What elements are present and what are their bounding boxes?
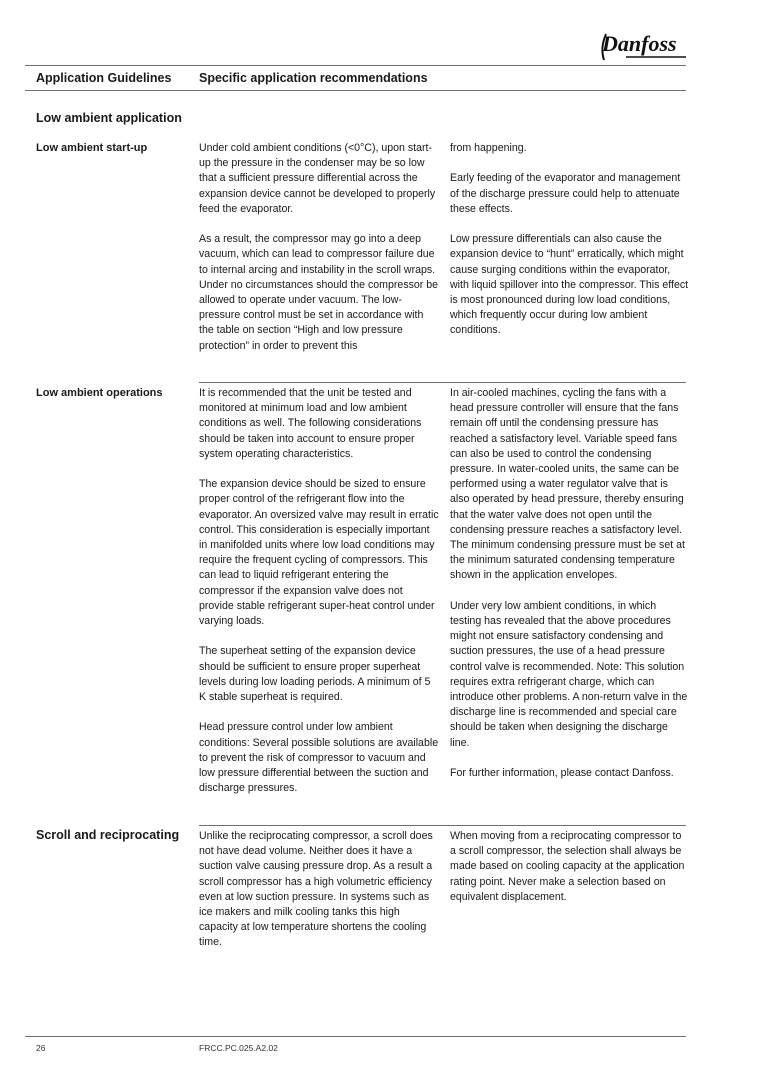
paragraph: Head pressure control under low ambient conditions: Several possible solutions are available to prevent the risk of compressor to vacuum and low pressure differential between the suction and discharge pressures.: [199, 721, 439, 795]
logo-text: Danfoss: [602, 31, 677, 56]
paragraph: In air-cooled machines, cycling the fans with a head pressure controller will ensure that the fans remain off until the condensing pressure has reached a satisfactory level. Variable speed fans can also be used to control the condensing pressure. In water-cooled units, the same can be performed using a water regulator valve that is also operated by head pressure, thereby ensuring that the water valve does not open until the condensing pressure reaches a satisfactory level. The minimum condensing pressure must be set at the minimum saturated condensing temperature shown in the application envelopes.: [450, 387, 685, 582]
section-title: Low ambient application: [36, 111, 182, 125]
header-doc-type: Application Guidelines: [36, 71, 172, 85]
header-bottom-rule: [25, 90, 686, 91]
header-top-rule: [25, 65, 686, 66]
paragraph: When moving from a reciprocating compressor to a scroll compressor, the selection shall always be made based on cooling capacity at the application rating point. Never make a selection based on equivalent displacement.: [450, 830, 685, 903]
paragraph: from happening.: [450, 142, 527, 154]
block-2-column-1: [199, 386, 439, 796]
paragraph: Early feeding of the evaporator and management of the discharge pressure could help to attenuate these effects.: [450, 172, 681, 215]
paragraph: As a result, the compressor may go into a deep vacuum, which can lead to compressor failure due to internal arcing and instability in the scroll wraps. Under no circumstances should the compressor be allowed to operate under vacuum. The low-pressure control must be set in accordance with the table on section “High and low pressure protection” in order to prevent this: [199, 233, 439, 352]
block-divider: [199, 382, 686, 383]
block-2-column-2: [450, 386, 690, 781]
paragraph: The superheat setting of the expansion device should be sufficient to ensure proper superheat levels during low loading periods. A minimum of 5 K stable superheat is required.: [199, 645, 431, 704]
block-label-low-ambient-operations: Low ambient operations: [36, 387, 163, 399]
block-divider: [199, 825, 686, 826]
page-number: 26: [36, 1043, 46, 1053]
paragraph: Low pressure differentials can also cause the expansion device to “hunt” erratically, which might cause surging conditions within the evaporator, with liquid spillover into the compressor. This effect is most pronounced during low load conditions, which frequently occur during low ambient conditions.: [450, 233, 689, 337]
block-1-column-1: [199, 141, 439, 354]
block-1-column-2: [450, 141, 690, 339]
paragraph: The expansion device should be sized to ensure proper control of the refrigerant flow into the evaporator. An oversized valve may result in erratic control. This consideration is especially important in manifolded units where low load conditions may require the frequent cycling of compressors. This can lead to liquid refrigerant entering the compressor if the expansion valve does not provide stable refrigerant super-heat control under varying loads.: [199, 478, 439, 628]
danfoss-logo: [596, 26, 688, 64]
header-chapter-title: Specific application recommendations: [199, 71, 428, 85]
paragraph: Unlike the reciprocating compressor, a scroll does not have dead volume. Neither does it have a suction valve causing pressure drop. As a result a scroll compressor has a high volumetric efficiency even at low suction pressure. In systems such as ice makers and milk cooling tanks this high capacity at low temperature shortens the cooling time.: [199, 830, 433, 949]
paragraph: It is recommended that the unit be tested and monitored at minimum load and low ambient conditions as well. The following considerations should be taken into account to ensure proper system operating characteristics.: [199, 387, 422, 460]
block-3-column-1: [199, 829, 439, 951]
paragraph: Under very low ambient conditions, in which testing has revealed that the above procedures might not ensure satisfactory condensing and suction pressures, the use of a head pressure control valve is recommended. Note: This solution requires extra refrigerant charge, which can introduce other problems. A non-return valve in the discharge line is recommended and special care should be taken when designing the discharge line.: [450, 599, 688, 749]
paragraph: Under cold ambient conditions (<0°C), upon start-up the pressure in the condenser may be so low that a sufficient pressure differential across the expansion device cannot be developed to properly feed the evaporator.: [199, 142, 436, 215]
footer-rule: [25, 1036, 686, 1037]
block-label-low-ambient-start-up: Low ambient start-up: [36, 142, 148, 154]
block-label-scroll-and-reciprocating: Scroll and reciprocating: [36, 828, 180, 842]
document-code: FRCC.PC.025.A2.02: [199, 1043, 278, 1053]
paragraph: For further information, please contact Danfoss.: [450, 767, 674, 780]
block-3-column-2: [450, 829, 690, 905]
